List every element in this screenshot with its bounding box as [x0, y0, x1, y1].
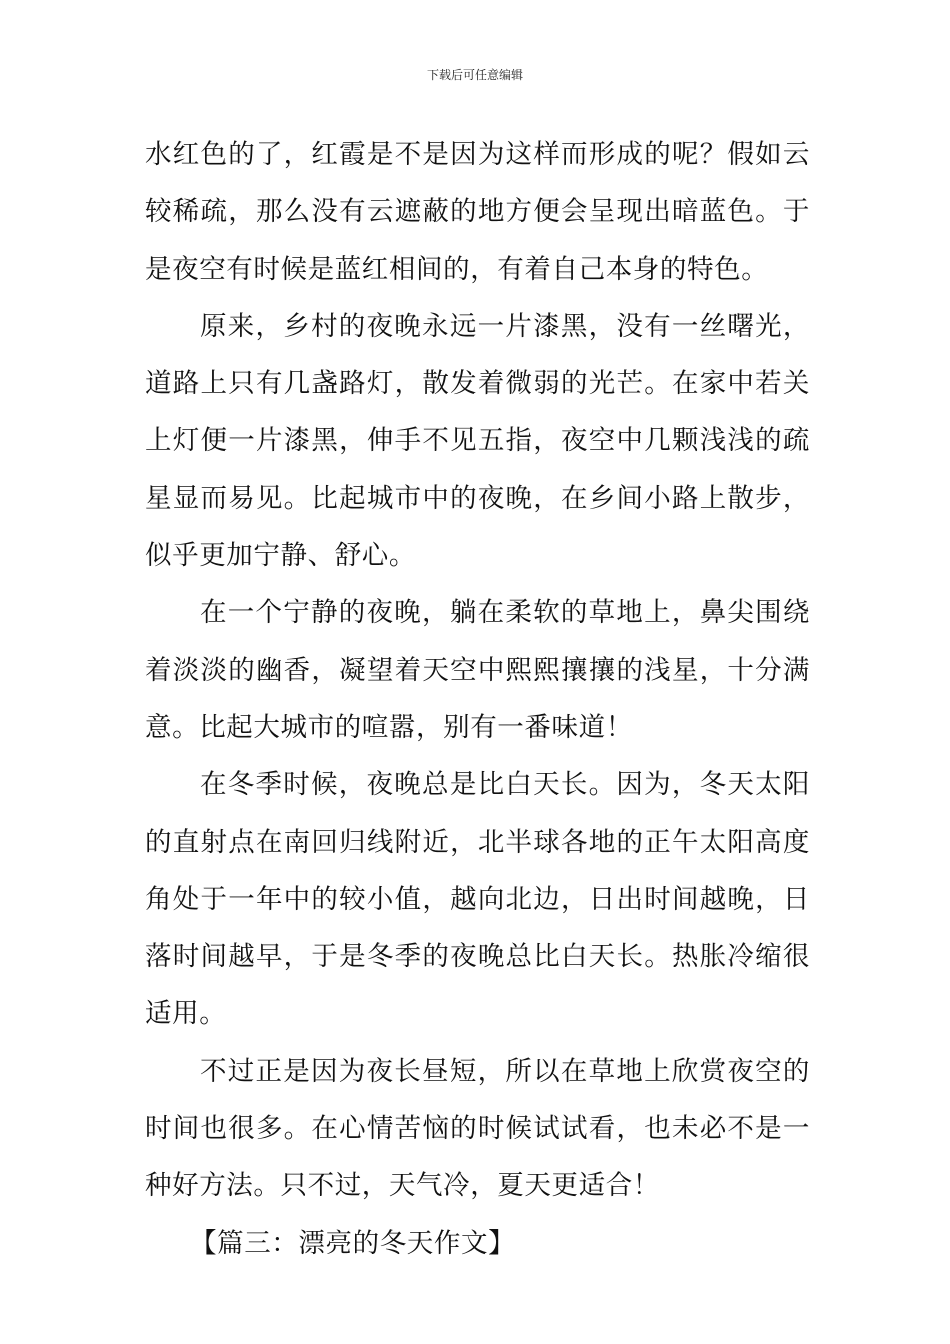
paragraph-quiet-night: 在一个宁静的夜晚，躺在柔软的草地上，鼻尖围绕着淡淡的幽香，凝望着天空中熙熙攘攘的浅星，十分满意。比起大城市的喧嚣，别有一番味道！	[145, 597, 810, 743]
paragraph-village-night: 原来，乡村的夜晚永远一片漆黑，没有一丝曙光，道路上只有几盏路灯，散发着微弱的光芒。在家中若关上灯便一片漆黑，伸手不见五指，夜空中几颗浅浅的疏星显而易见。比起城市中的夜晚，在乡间小路上散步，似乎更加宁静、舒心。	[145, 310, 810, 572]
section-heading: 【篇三：漂亮的冬天作文】	[190, 1227, 516, 1259]
document-body	[145, 126, 810, 1272]
paragraph-long-nights: 不过正是因为夜长昼短，所以在草地上欣赏夜空的时间也很多。在心情苦恼的时候试试看，也未必不是一种好方法。只不过，天气冷，夏天更适合！	[145, 1055, 810, 1202]
paragraph-continuation: 水红色的了，红霞是不是因为这样而形成的呢？假如云较稀疏，那么没有云遮蔽的地方便会呈现出暗蓝色。于是夜空有时候是蓝红相间的，有着自己本身的特色。	[145, 139, 810, 285]
paragraph-winter-night: 在冬季时候，夜晚总是比白天长。因为，冬天太阳的直射点在南回归线附近，北半球各地的正午太阳高度角处于一年中的较小值，越向北边，日出时间越晚，日落时间越早，于是冬季的夜晚总比白天长。热胀冷缩很适用。	[145, 769, 810, 1030]
page-header: 下载后可任意编辑	[426, 68, 523, 82]
